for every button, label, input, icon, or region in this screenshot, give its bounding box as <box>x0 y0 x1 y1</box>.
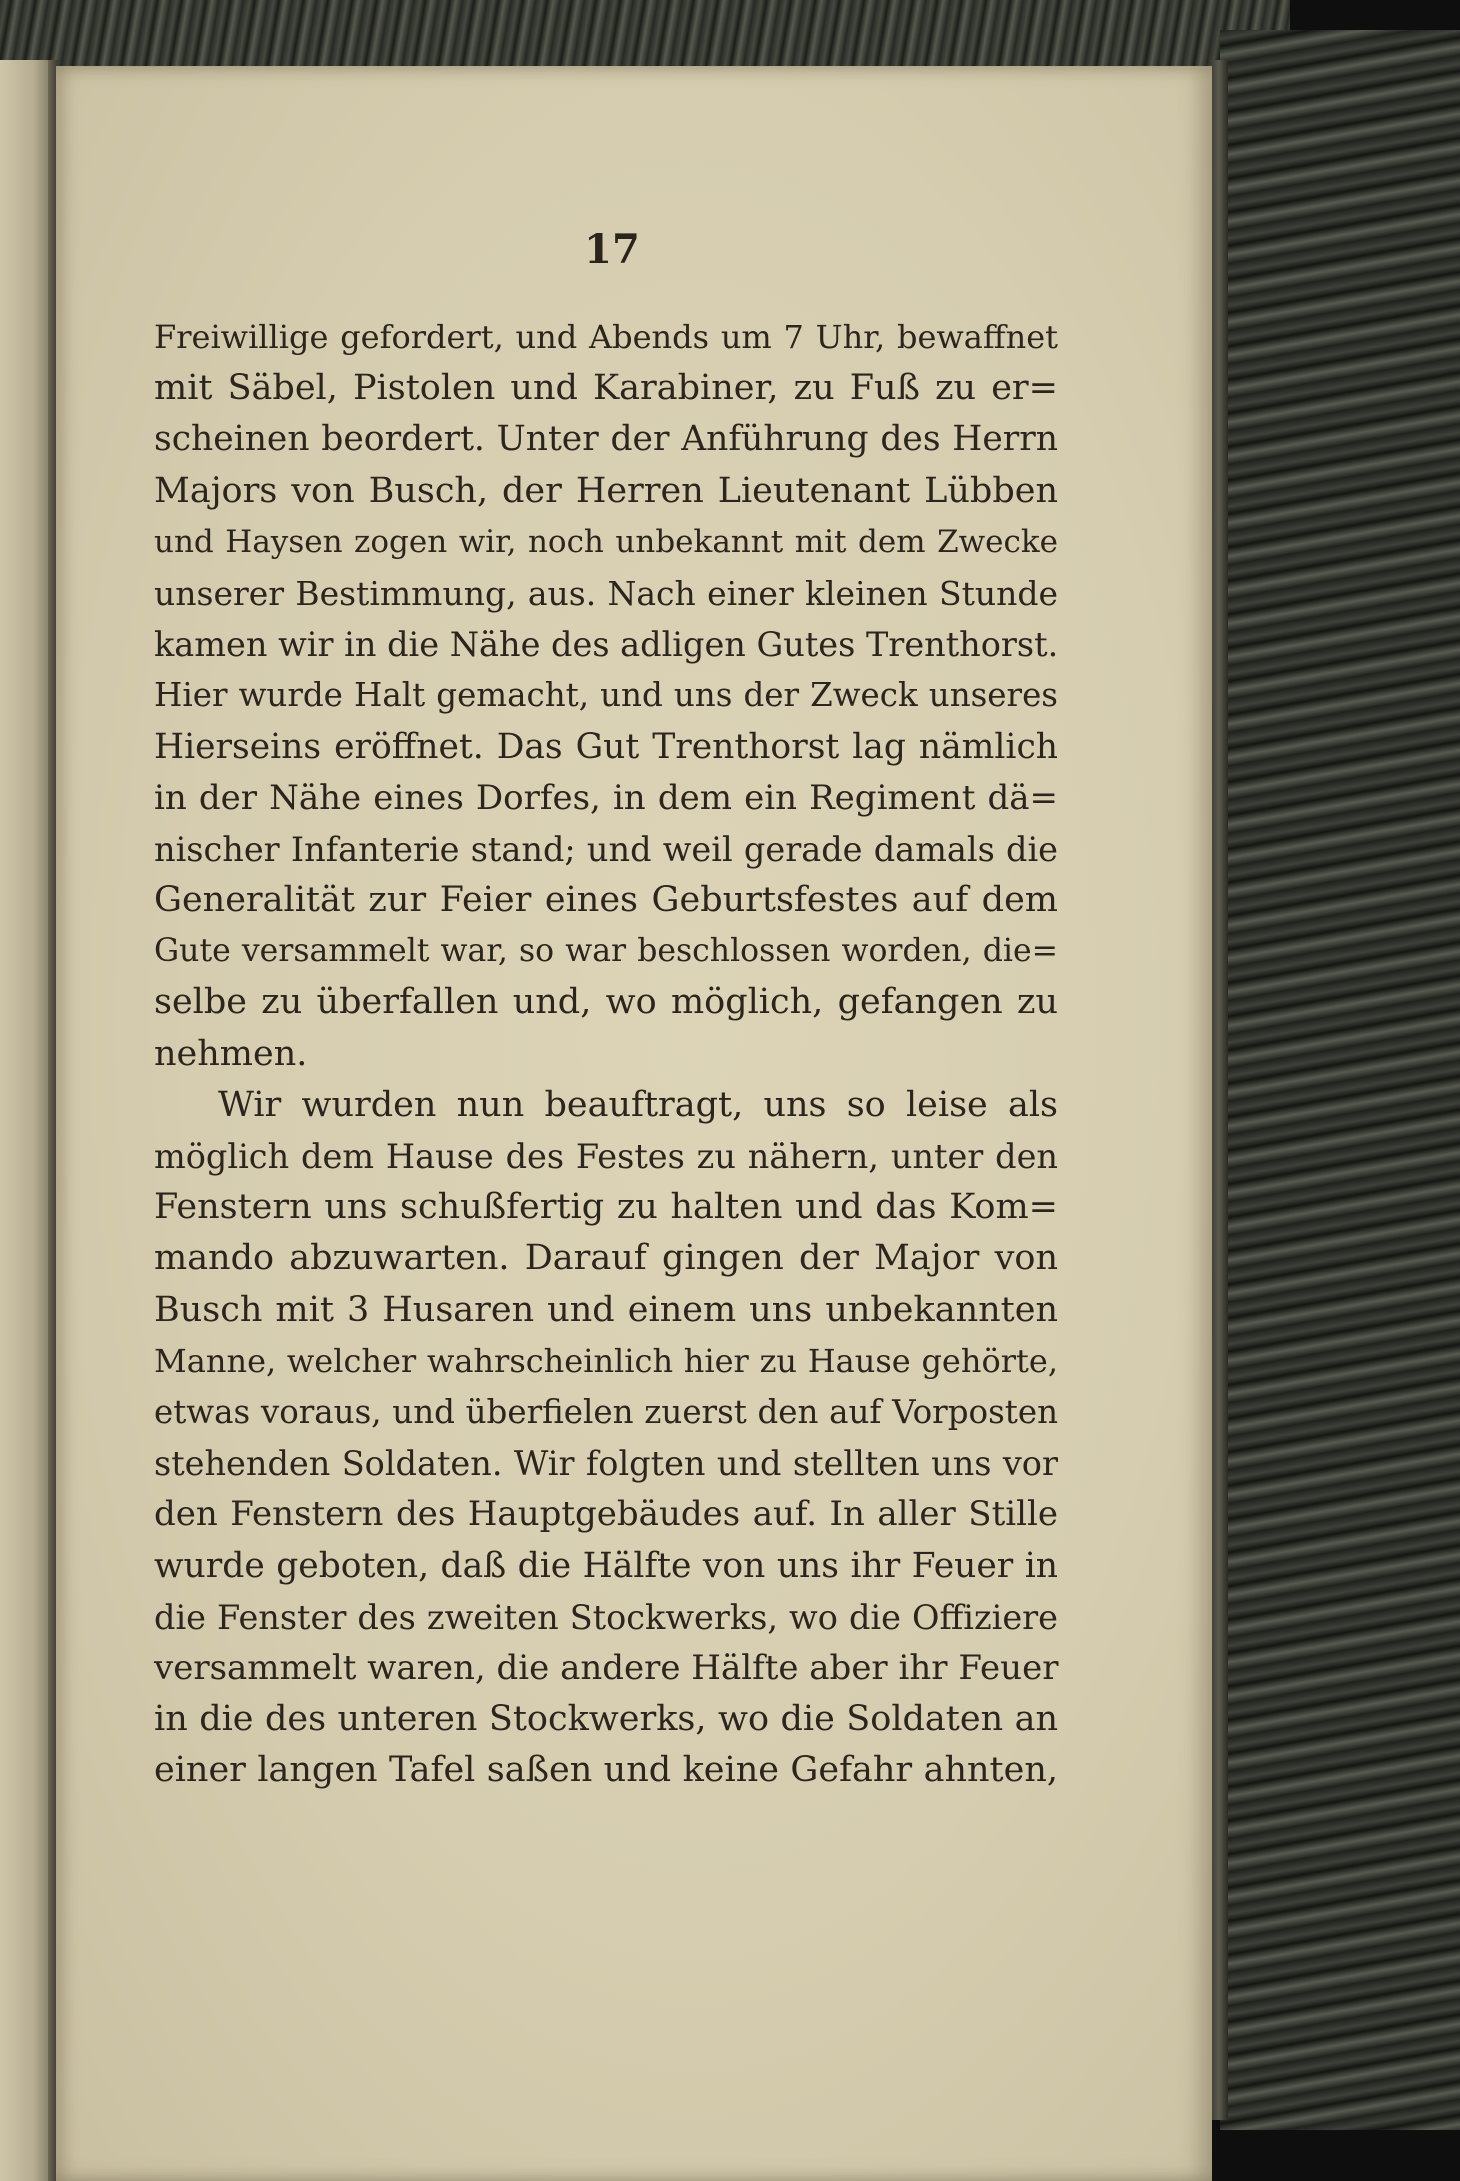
text-line: versammelt waren, die andere Hälfte aber ihr Feuer <box>154 1647 1059 1688</box>
text-line: die Fenster des zweiten Stockwerks, wo die Offiziere <box>154 1597 1058 1637</box>
text-line: etwas voraus, und überfielen zuerst den auf Vorposten <box>154 1392 1058 1431</box>
text-line: Generalität zur Feier eines Geburtsfestes auf dem <box>154 880 1058 921</box>
text-line: möglich dem Hause des Festes zu nähern, unter den <box>154 1137 1058 1176</box>
text-line: kamen wir in die Nähe des adligen Gutes Trenthorst. <box>154 625 1059 665</box>
text-line: in die des unteren Stockwerks, wo die Soldaten an <box>154 1699 1058 1740</box>
page-block-edge <box>1210 60 1228 2120</box>
facing-page-edge <box>0 60 48 2181</box>
text-line: Hierseins eröffnet. Das Gut Trenthorst lag nämlich <box>154 726 1058 767</box>
text-line: den Fenstern des Hauptgebäudes auf. In aller Stille <box>154 1494 1058 1535</box>
text-line: mit Säbel, Pistolen und Karabiner, zu Fuß zu er= <box>154 368 1058 409</box>
text-line: Busch mit 3 Husaren und einem uns unbekannten <box>154 1289 1058 1330</box>
text-line: scheinen beordert. Unter der Anführung des Herrn <box>154 419 1058 460</box>
text-line: selbe zu überfallen und, wo möglich, gefangen zu <box>154 982 1058 1023</box>
text-line: mando abzuwarten. Darauf gingen der Major von <box>154 1238 1058 1279</box>
text-line: unserer Bestimmung, aus. Nach einer kleinen Stunde <box>154 573 1058 613</box>
text-line: Freiwillige gefordert, und Abends um 7 Uhr, bewaffnet <box>154 318 1058 356</box>
text-line: in der Nähe eines Dorfes, in dem ein Regiment dä= <box>154 777 1058 818</box>
text-line: nischer Infanterie stand; und weil gerade damals die <box>154 829 1058 869</box>
text-line: Hier wurde Halt gemacht, und uns der Zweck unseres <box>154 676 1058 715</box>
text-line: Wir wurden nun beauftragt, uns so leise als <box>218 1084 1058 1125</box>
text-line: Gute versammelt war, so war beschlossen worden, die= <box>154 933 1058 970</box>
page-number: 17 <box>584 226 640 273</box>
text-line: nehmen. <box>154 1033 308 1074</box>
text-line: und Haysen zogen wir, noch unbekannt mit dem Zwecke <box>154 523 1058 560</box>
cover-board-top <box>0 0 1290 72</box>
text-line: Manne, welcher wahrscheinlich hier zu Hause gehörte, <box>154 1341 1058 1380</box>
cover-board-right <box>1220 30 1460 2130</box>
text-line: Fenstern uns schußfertig zu halten und das Kom= <box>154 1187 1058 1228</box>
text-line: wurde geboten, daß die Hälfte von uns ihr Feuer in <box>154 1545 1058 1586</box>
book-page <box>56 66 1212 2181</box>
text-line: Majors von Busch, der Herren Lieutenant Lübben <box>154 470 1058 511</box>
body-text <box>154 312 1058 1796</box>
text-line: stehenden Soldaten. Wir folgten und stellten uns vor <box>154 1444 1058 1484</box>
text-line: einer langen Tafel saßen und keine Gefahr ahnten, <box>154 1750 1058 1791</box>
